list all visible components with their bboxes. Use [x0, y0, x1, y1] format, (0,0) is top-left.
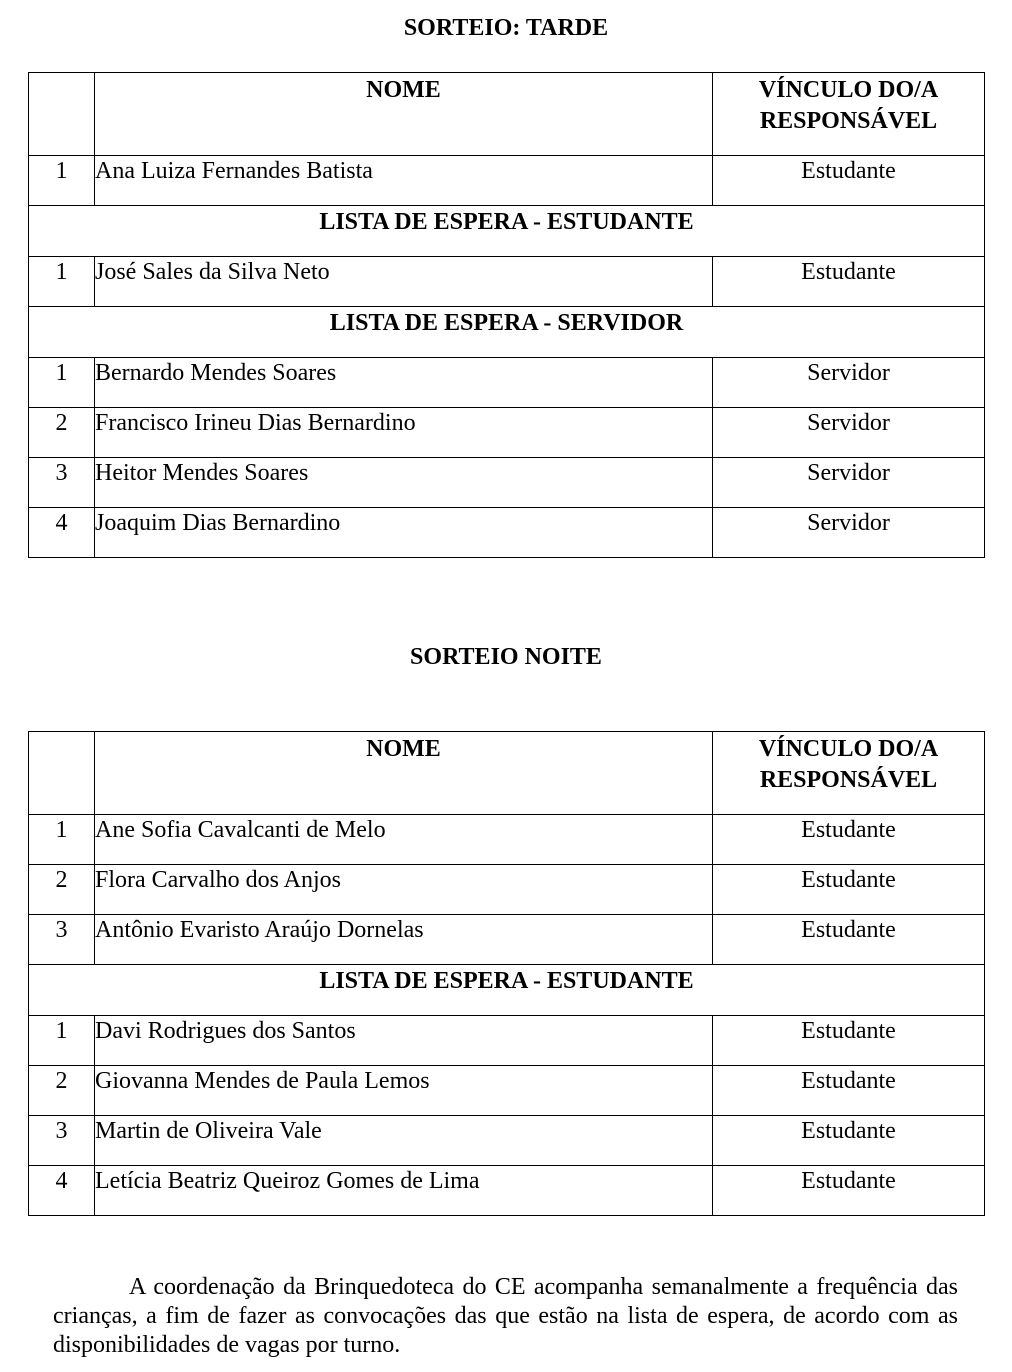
row-nome: Antônio Evaristo Araújo Dornelas: [95, 915, 713, 965]
table-sorteio-tarde: [28, 72, 985, 558]
row-nome: Francisco Irineu Dias Bernardino: [95, 408, 713, 458]
title-sorteio-tarde: SORTEIO: TARDE: [403, 15, 609, 41]
section-row-espera-estudante: [29, 206, 985, 257]
table-row: [29, 257, 985, 307]
table-row: [29, 1016, 985, 1066]
table-row: [29, 915, 985, 965]
row-nome: Heitor Mendes Soares: [95, 458, 713, 508]
section-label: LISTA DE ESPERA - SERVIDOR: [29, 307, 985, 358]
row-vinculo: Estudante: [713, 156, 985, 206]
row-vinculo: Estudante: [713, 915, 985, 965]
row-vinculo: Servidor: [713, 458, 985, 508]
row-nome: Ane Sofia Cavalcanti de Melo: [95, 815, 713, 865]
row-nome: Ana Luiza Fernandes Batista: [95, 156, 713, 206]
row-vinculo: Servidor: [713, 358, 985, 408]
row-num: 2: [29, 1066, 95, 1116]
row-nome: Bernardo Mendes Soares: [95, 358, 713, 408]
header-nome: NOME: [95, 732, 713, 815]
section-row-espera-servidor: [29, 307, 985, 358]
row-vinculo: Estudante: [713, 1166, 985, 1216]
table-row: [29, 408, 985, 458]
row-num: 2: [29, 865, 95, 915]
row-vinculo: Estudante: [713, 1016, 985, 1066]
table-row: [29, 815, 985, 865]
section-row-espera-estudante: [29, 965, 985, 1016]
row-num: 4: [29, 1166, 95, 1216]
table-header-row: [29, 732, 985, 815]
row-nome: Giovanna Mendes de Paula Lemos: [95, 1066, 713, 1116]
section-label: LISTA DE ESPERA - ESTUDANTE: [29, 206, 985, 257]
header-vinculo: VÍNCULO DO/A RESPONSÁVEL: [713, 732, 985, 815]
row-num: 4: [29, 508, 95, 558]
row-num: 3: [29, 458, 95, 508]
table-row: [29, 865, 985, 915]
header-nome: NOME: [95, 73, 713, 156]
table-row: [29, 1166, 985, 1216]
row-num: 1: [29, 257, 95, 307]
row-nome: José Sales da Silva Neto: [95, 257, 713, 307]
row-nome: Davi Rodrigues dos Santos: [95, 1016, 713, 1066]
row-num: 1: [29, 815, 95, 865]
header-num: [29, 73, 95, 156]
row-vinculo: Estudante: [713, 257, 985, 307]
table-row: [29, 1116, 985, 1166]
table-row: [29, 156, 985, 206]
title-sorteio-noite: SORTEIO NOITE: [410, 644, 602, 670]
row-vinculo: Estudante: [713, 815, 985, 865]
row-num: 1: [29, 156, 95, 206]
row-vinculo: Servidor: [713, 508, 985, 558]
header-vinculo: VÍNCULO DO/A RESPONSÁVEL: [713, 73, 985, 156]
header-num: [29, 732, 95, 815]
row-nome: Letícia Beatriz Queiroz Gomes de Lima: [95, 1166, 713, 1216]
table-row: [29, 358, 985, 408]
row-vinculo: Servidor: [713, 408, 985, 458]
row-nome: Joaquim Dias Bernardino: [95, 508, 713, 558]
row-num: 2: [29, 408, 95, 458]
row-num: 3: [29, 1116, 95, 1166]
row-nome: Martin de Oliveira Vale: [95, 1116, 713, 1166]
row-vinculo: Estudante: [713, 1116, 985, 1166]
row-nome: Flora Carvalho dos Anjos: [95, 865, 713, 915]
table-sorteio-noite: [28, 731, 985, 1216]
row-vinculo: Estudante: [713, 865, 985, 915]
row-num: 1: [29, 358, 95, 408]
table-row: [29, 458, 985, 508]
row-num: 3: [29, 915, 95, 965]
table-row: [29, 508, 985, 558]
row-vinculo: Estudante: [713, 1066, 985, 1116]
closing-paragraph: A coordenação da Brinquedoteca do CE acompanha semanalmente a frequência das crianças, a fim de fazer as convocações das que estão na lista de espera, de acordo com as disponibilidades de vagas por turno.: [53, 1274, 958, 1358]
row-num: 1: [29, 1016, 95, 1066]
section-label: LISTA DE ESPERA - ESTUDANTE: [29, 965, 985, 1016]
table-header-row: [29, 73, 985, 156]
table-row: [29, 1066, 985, 1116]
